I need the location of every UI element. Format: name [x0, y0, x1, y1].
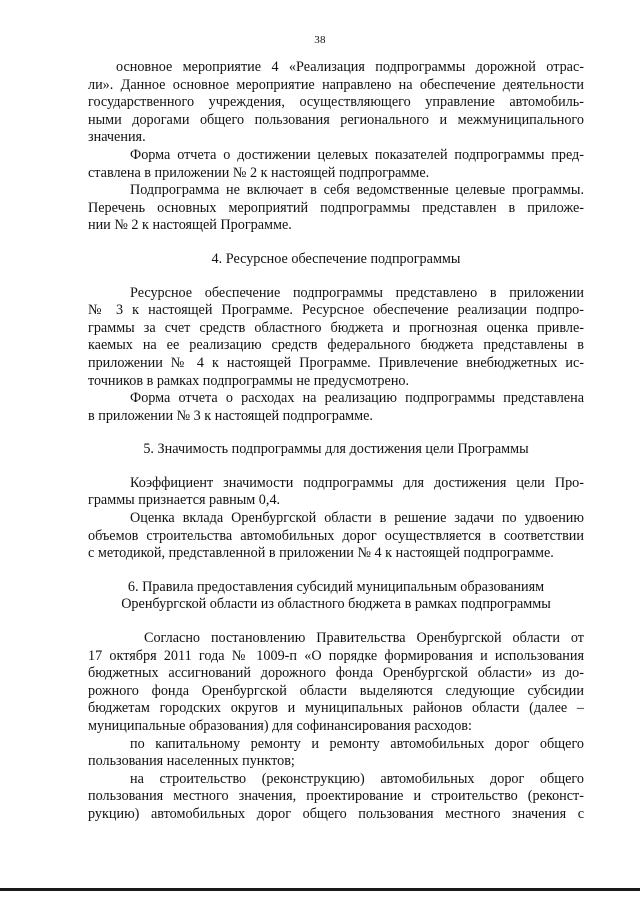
section-heading-5: 5. Значимость подпрограммы для достижения цели Программы — [143, 441, 529, 458]
paragraph-main-event-4 — [88, 59, 584, 147]
paragraph-contribution-assessment — [88, 510, 584, 563]
paragraph-resource-provision — [88, 285, 584, 391]
text-line: Перечень основных мероприятий подпрограммы представлен в приложе- — [88, 199, 584, 216]
text-line: приложении № 4 к настоящей Программе. Привлечение внебюджетных ис- — [88, 354, 584, 371]
text-line: Форма отчета о расходах на реализацию подпрограммы представлена — [130, 390, 584, 407]
text-line: каемых на ее реализацию средств федерального бюджета представлены в — [88, 337, 584, 354]
text-line: Подпрограмма не включает в себя ведомственные целевые программы. — [130, 182, 584, 199]
paragraph-no-departmental-programs — [88, 182, 584, 235]
text-line: Согласно постановлению Правительства Оренбургской области от — [144, 630, 584, 647]
text-line: объемов строительства автомобильных дорог осуществляется в соответствии — [88, 527, 584, 544]
list-item-capital-repair — [88, 736, 584, 771]
section-heading-6-continued: Оренбургской области из областного бюджета в рамках подпрограммы — [121, 596, 551, 613]
text-line: граммы признается равным 0,4. — [88, 492, 281, 509]
text-line: бюджетных ассигнований дорожного фонда Оренбургской области» из до- — [88, 665, 584, 682]
text-line: Коэффициент значимости подпрограммы для достижения цели Про- — [130, 474, 584, 491]
text-line: с методикой, представленной в приложении № 4 к настоящей подпрограмме. — [88, 545, 554, 562]
text-line: пользования населенных пунктов; — [88, 753, 295, 770]
text-line: по капитальному ремонту и ремонту автомобильных дорог общего — [130, 735, 584, 752]
page-number: 38 — [314, 34, 326, 46]
list-item-construction — [88, 771, 584, 824]
paragraph-significance-coefficient — [88, 475, 584, 510]
text-line: муниципальные образования) для софинансирования расходов: — [88, 718, 472, 734]
text-line: 17 октября 2011 года № 1009-п «О порядке формирования и использования — [88, 647, 584, 664]
text-line: ли». Данное основное мероприятие направлено на обеспечение деятельности — [88, 76, 584, 93]
paragraph-subsidies-decree — [88, 630, 584, 736]
text-line: рожного фонда Оренбургской области выделяются следующие субсидии — [88, 682, 584, 699]
text-line: государственного учреждения, осуществляющего управление автомобиль- — [88, 94, 584, 111]
text-line: в приложении № 3 к настоящей подпрограмме. — [88, 407, 373, 424]
text-line: основное мероприятие 4 «Реализация подпрограммы дорожной отрас- — [116, 59, 584, 75]
text-line: на строительство (реконструкцию) автомобильных дорог общего — [130, 770, 584, 787]
text-line: № 3 к настоящей Программе. Ресурсное обеспечение реализации подпро- — [88, 302, 584, 319]
text-line: точников в рамках подпрограммы не предусмотрено. — [88, 372, 410, 389]
text-line: Ресурсное обеспечение подпрограммы представлено в приложении — [130, 284, 584, 301]
paragraph-report-form — [88, 147, 584, 182]
text-line: значения. — [88, 129, 146, 146]
page-body — [88, 59, 584, 824]
text-line: ставлена в приложении № 2 к настоящей подпрограмме. — [88, 164, 430, 181]
paragraph-expense-report — [88, 390, 584, 425]
text-line: рукцию) автомобильных дорог общего пользования местного значения с — [88, 805, 584, 822]
text-line: пользования местного значения, проектирование и строительство (реконст- — [88, 788, 584, 805]
text-line: ными дорогами общего пользования регионального и межмуниципального — [88, 111, 584, 128]
text-line: Оценка вклада Оренбургской области в решение задачи по удвоению — [130, 510, 584, 527]
text-line: граммы за счет средств областного бюджета и прогнозная оценка привле- — [88, 319, 584, 336]
text-line: Форма отчета о достижении целевых показателей подпрограммы пред- — [130, 146, 584, 163]
text-line: бюджетам городских округов и муниципальных районов области (далее – — [88, 700, 584, 717]
section-heading-6: 6. Правила предоставления субсидий муниципальным образованиям — [127, 578, 545, 595]
text-line: нии № 2 к настоящей Программе. — [88, 217, 292, 234]
section-heading-4: 4. Ресурсное обеспечение подпрограммы — [211, 250, 461, 267]
bottom-rule — [0, 888, 640, 891]
